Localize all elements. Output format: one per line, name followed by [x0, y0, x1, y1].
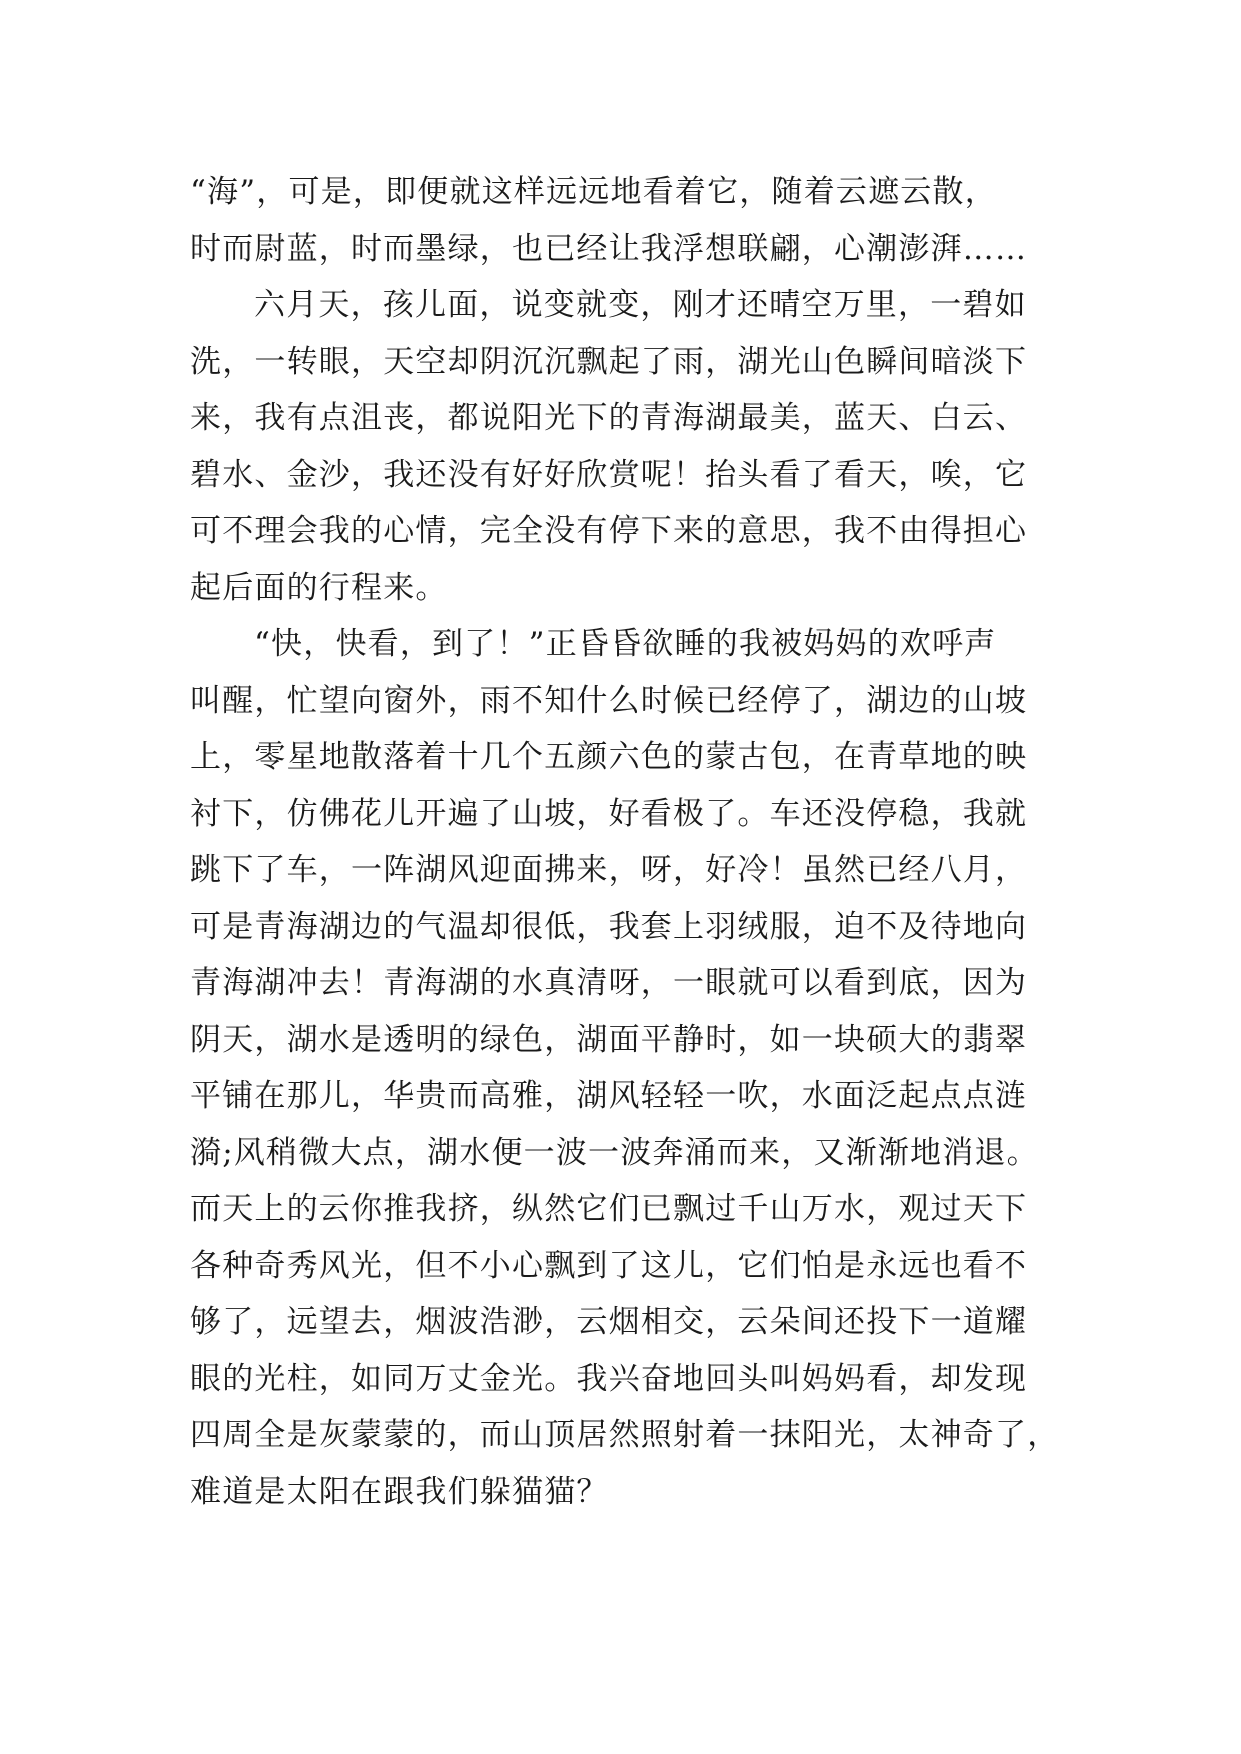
- text-line: 漪;风稍微大点，湖水便一波一波奔涌而来，又渐渐地消退。: [190, 1134, 1039, 1171]
- text-line: 洗，一转眼，天空却阴沉沉飘起了雨，湖光山色瞬间暗淡下: [190, 343, 1028, 380]
- text-line: 四周全是灰蒙蒙的，而山顶居然照射着一抹阳光，太神奇了，: [190, 1417, 1060, 1453]
- text-line: 来，我有点沮丧，都说阳光下的青海湖最美，蓝天、白云、: [190, 400, 1028, 436]
- text-line: 衬下，仿佛花儿开遍了山坡，好看极了。车还没停稳，我就: [190, 795, 1028, 832]
- text-line: 上，零星地散落着十几个五颜六色的蒙古包，在青草地的映: [190, 739, 1028, 775]
- text-line: 碧水、金沙，我还没有好好欣赏呢！抬头看了看天，唉，它: [190, 456, 1028, 493]
- text-line: 眼的光柱，如同万丈金光。我兴奋地回头叫妈妈看，却发现: [190, 1360, 1028, 1397]
- text-line: 而天上的云你推我挤，纵然它们已飘过千山万水，观过天下: [190, 1191, 1028, 1227]
- text-line: 叫醒，忙望向窗外，雨不知什么时候已经停了，湖边的山坡: [190, 682, 1028, 719]
- text-line: 平铺在那儿，华贵而高雅，湖风轻轻一吹，水面泛起点点涟: [190, 1078, 1028, 1114]
- document-body: [190, 164, 1070, 1520]
- paragraph-start-line: “快，快看，到了！”正昏昏欲睡的我被妈妈的欢呼声: [254, 626, 997, 662]
- text-line: “海”，可是，即便就这样远远地看着它，随着云遮云散，: [190, 174, 997, 210]
- text-line: 起后面的行程来。: [190, 569, 448, 606]
- text-line: 各种奇秀风光，但不小心飘到了这儿，它们怕是永远也看不: [190, 1247, 1028, 1284]
- text-line: 够了，远望去，烟波浩渺，云烟相交，云朵间还投下一道耀: [190, 1304, 1028, 1340]
- text-line: 青海湖冲去！青海湖的水真清呀，一眼就可以看到底，因为: [190, 965, 1028, 1001]
- text-line: 时而尉蓝，时而墨绿，也已经让我浮想联翩，心潮澎湃……: [190, 230, 1028, 267]
- text-line: 可不理会我的心情，完全没有停下来的意思，我不由得担心: [190, 513, 1028, 549]
- text-line: 阴天，湖水是透明的绿色，湖面平静时，如一块硕大的翡翠: [190, 1021, 1028, 1058]
- text-line: 跳下了车，一阵湖风迎面拂来，呀，好冷！虽然已经八月，: [190, 852, 1028, 888]
- text-line: 可是青海湖边的气温却很低，我套上羽绒服，迫不及待地向: [190, 908, 1028, 945]
- text-line: 难道是太阳在跟我们躲猫猫？: [190, 1473, 609, 1510]
- paragraph-start-line: 六月天，孩儿面，说变就变，刚才还晴空万里，一碧如: [254, 287, 1027, 323]
